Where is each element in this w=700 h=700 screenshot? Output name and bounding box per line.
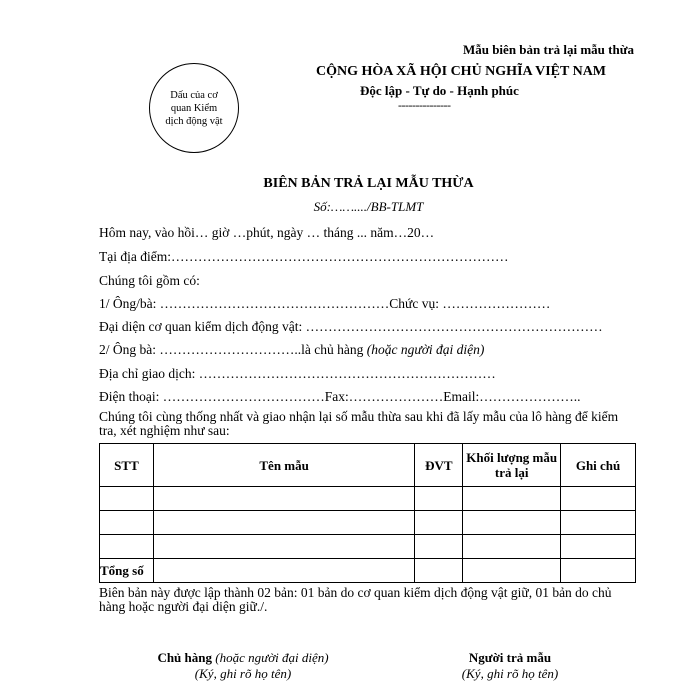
owner-signature-title: Chủ hàng (hoặc người đại diện) [157,650,329,665]
participants-heading: Chúng tôi gồm có: [99,273,200,288]
national-title: CỘNG HÒA XÃ HỘI CHỦ NGHĨA VIỆT NAM [316,64,607,79]
form-code: Mẫu biên bản trả lại mẫu thừa [462,42,634,57]
returner-signature-block [425,650,595,682]
header-divider: --------------- [398,98,451,112]
table-header-row [100,444,636,487]
document-number: Số:……..../BB-TLMT [313,199,424,214]
table-row [100,487,636,511]
agreement-paragraph: Chúng tôi cùng thống nhất và giao nhận lại số mẫu thừa sau khi đã lấy mẫu của lô hàng để kiểm tra, xét nghiệm như sau: [99,409,619,438]
contact-line: Điện thoại: ………………………………Fax:…………………Email:………………….. [99,389,581,404]
time-line: Hôm nay, vào hồi… giờ …phút, ngày … tháng ... năm…20… [99,225,435,240]
person2-role: là chủ hàng [301,342,367,357]
owner-signature-sub: (Ký, ghi rõ họ tên) [194,666,292,681]
person2-line [99,342,484,358]
location-line: Tại địa điểm:………………………………………………………………… [99,249,509,264]
returner-signature-title: Người trả mẫu [468,650,552,665]
col-header-unit: ĐVT [415,444,463,487]
col-header-returned-amount: Khối lượng mẫu trả lại [463,444,561,487]
table-total-row [100,559,636,583]
agency-rep-line: Đại diện cơ quan kiểm dịch động vật: ………………………………………………………… [99,319,603,334]
address-line: Địa chỉ giao dịch: ………………………………………………………… [99,366,496,381]
table-row [100,511,636,535]
total-label: Tổng số [100,559,154,583]
col-header-stt: STT [100,444,154,487]
stamp-text: Dấu của cơ quan Kiểm dịch động vật [165,89,223,127]
national-motto: Độc lập - Tự do - Hạnh phúc [360,83,519,98]
col-header-notes: Ghi chú [561,444,636,487]
table-row [100,535,636,559]
agency-stamp-placeholder [149,63,239,153]
col-header-sample-name: Tên mẫu [153,444,414,487]
person1-position: Chức vụ: …………………… [389,296,551,311]
person2-role-note: (hoặc người đại diện) [366,342,485,357]
person1-name: 1/ Ông/bà: …………………………………………… [99,296,390,311]
returner-signature-sub: (Ký, ghi rõ họ tên) [461,666,559,681]
document-title: BIÊN BẢN TRẢ LẠI MẪU THỪA [263,176,474,191]
samples-table [99,443,636,583]
person1-line [99,296,550,312]
owner-signature-block [128,650,358,682]
person2-name: 2/ Ông bà: ………………………….. [99,342,302,357]
closing-paragraph: Biên bản này được lập thành 02 bản: 01 bản do cơ quan kiểm dịch động vật giữ, 01 bản do chủ hàng hoặc người đại diện giữ./. [99,585,612,614]
